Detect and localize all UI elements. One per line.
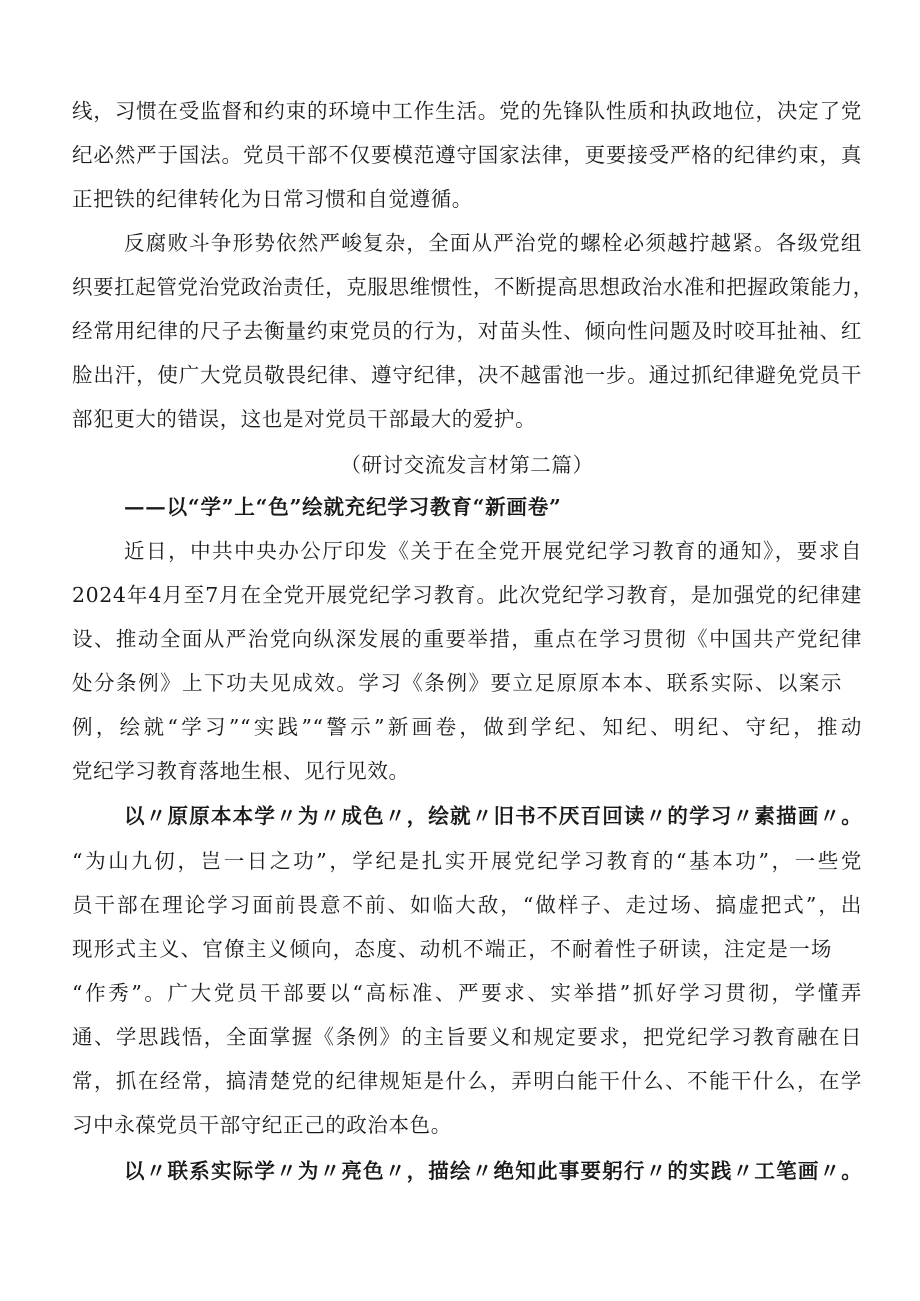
para2-line-4: 脸出汗，使广大党员敬畏纪律、遵守纪律，决不越雷池一步。通过抓纪律避免党员干 [72, 363, 862, 387]
para4-line-5: 通、学思践悟，全面掌握《条例》的主旨要义和规定要求，把党纪学习教育融在日 [72, 1025, 862, 1049]
heading-original-study: 以〃原原本本学〃为〃成色〃，绘就〃旧书不厌百回读〃的学习〃素描画〃。 [124, 804, 862, 828]
para1-line-2: 纪必然严于国法。党员干部不仅要模范遵守国家法律，更要接受严格的纪律约束，真 [72, 143, 862, 167]
para3-line-4: 处分条例》上下功夫见成效。学习《条例》要立足原原本本、联系实际、以案示 [72, 671, 842, 695]
para3-line-1: 近日，中共中央办公厅印发《关于在全党开展党纪学习教育的通知》，要求自 [124, 539, 862, 563]
para3-line-5: 例，绘就“学习”“实践”“警示”新画卷，做到学纪、知纪、明纪、守纪，推动 [72, 715, 862, 739]
para2-line-1: 反腐败斗争形势依然严峻复杂，全面从严治党的螺栓必须越拧越紧。各级党组 [124, 231, 862, 255]
para3-line-2: 2024年4月至7月在全党开展党纪学习教育。此次党纪学习教育，是加强党的纪律建 [72, 583, 862, 607]
para1-line-3: 正把铁的纪律转化为日常习惯和自觉遵循。 [72, 187, 473, 211]
para4-line-3: 现形式主义、官僚主义倾向，态度、动机不端正，不耐着性子研读，注定是一场 [72, 937, 832, 961]
para2-line-5: 部犯更大的错误，这也是对党员干部最大的爱护。 [72, 407, 537, 431]
para4-line-4: “作秀”。广大党员干部要以“高标准、严要求、实举措”抓好学习贯彻，学懂弄 [72, 981, 862, 1005]
para3-line-3: 设、推动全面从严治党向纵深发展的重要举措，重点在学习贯彻《中国共产党纪律 [72, 627, 862, 651]
para3-line-6: 党纪学习教育落地生根、见行见效。 [72, 759, 410, 783]
para2-line-3: 经常用纪律的尺子去衡量约束党员的行为，对苗头性、倾向性问题及时咬耳扯袖、红 [72, 319, 862, 343]
para4-line-6: 常，抓在经常，搞清楚党的纪律规矩是什么，弄明白能干什么、不能干什么，在学 [72, 1069, 862, 1093]
para2-line-2: 织要扛起管党治党政治责任，克服思维惯性，不断提高思想政治水准和把握政策能力， [72, 275, 874, 299]
subtitle: ——以“学”上“色”绘就充纪学习教育“新画卷” [124, 495, 562, 519]
para4-line-2: 员干部在理论学习面前畏意不前、如临大敌，“做样子、走过场、搞虚把式”，出 [72, 893, 862, 917]
para4-line-7: 习中永葆党员干部守纪正己的政治本色。 [72, 1113, 452, 1137]
para4-line-1: “为山九仞，岂一日之功”，学纪是扎实开展党纪学习教育的“基本功”，一些党 [72, 849, 862, 873]
heading-practice-study: 以〃联系实际学〃为〃亮色〃，描绘〃绝知此事要躬行〃的实践〃工笔画〃。 [124, 1159, 862, 1183]
section-title: （研讨交流发言材第二篇） [340, 453, 594, 477]
para1-line-1: 线，习惯在受监督和约束的环境中工作生活。党的先锋队性质和执政地位，决定了党 [72, 99, 862, 123]
